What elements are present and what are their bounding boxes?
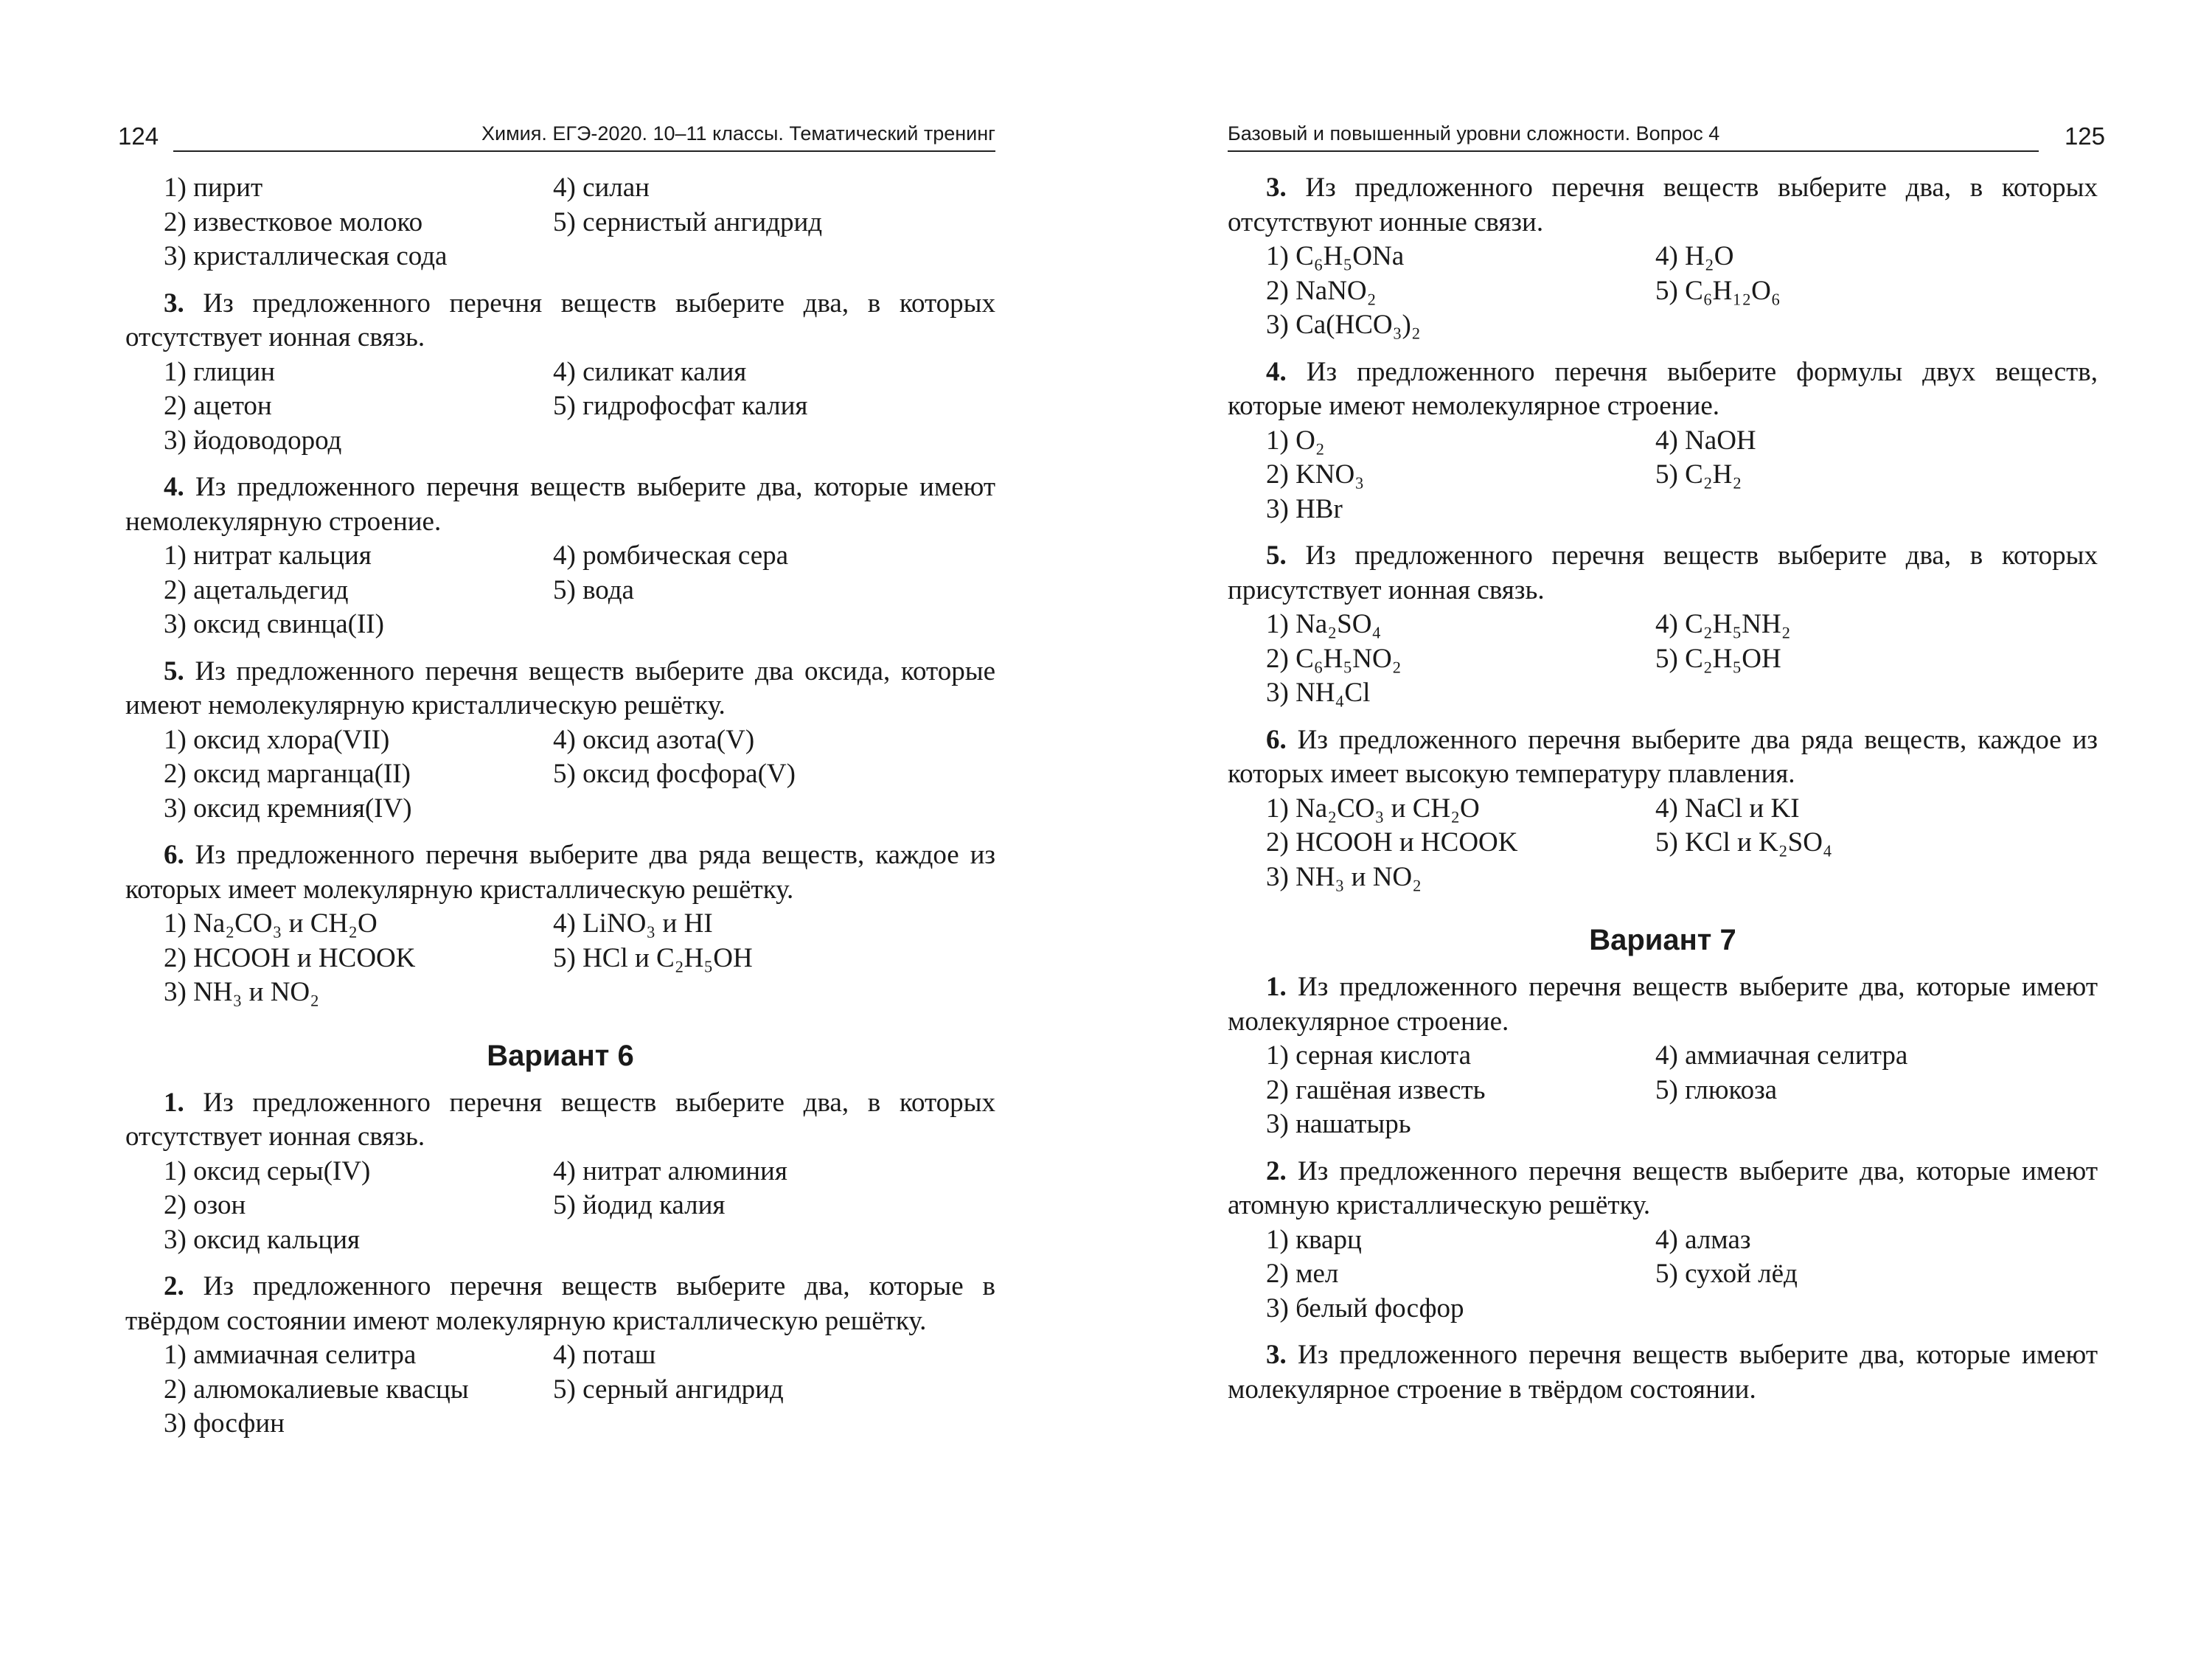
option: 4) NaCl и KI: [1655, 793, 1800, 824]
option: 2) C₆H₅NO₂: [1266, 643, 1402, 674]
option: 1) C₆H₅ONa: [1266, 241, 1405, 271]
question-number: 2.: [1266, 1155, 1287, 1186]
option: 2) HCOOH и HCOOK: [1266, 827, 1518, 858]
option: 2) ацетон: [164, 391, 272, 421]
option: 5) йодид калия: [553, 1190, 726, 1220]
option: 4) H₂O: [1655, 241, 1734, 271]
options-list: [1228, 608, 2098, 711]
question-text: 1. Из предложенного перечня веществ выберите два, в которых отсутствует ионная связь.: [125, 1087, 996, 1152]
question-block: [1228, 171, 2098, 343]
options-list: [125, 723, 995, 827]
header-rule: [1228, 150, 2039, 152]
question-block: [1228, 539, 2098, 711]
option: 4) силикат калия: [553, 356, 747, 387]
question-block: [1228, 970, 2098, 1142]
option: 5) C₂H₂: [1655, 459, 1742, 490]
option: 3) йодоводород: [164, 425, 342, 456]
question-block: [125, 1086, 995, 1258]
options-list: [1228, 240, 2098, 343]
options-list: [1228, 424, 2098, 527]
question-block: [1228, 1338, 2098, 1407]
option: 2) оксид марганца(II): [164, 759, 411, 789]
option: 5) C₂H₅OH: [1655, 643, 1781, 674]
question-text: 3. Из предложенного перечня веществ выберите два, в которых отсутствуют ионные связи.: [1228, 173, 2098, 237]
question-text: 1. Из предложенного перечня веществ выберите два, которые имеют молекулярное строение.: [1228, 972, 2098, 1037]
option: 2) NaNO₂: [1266, 275, 1377, 306]
option: 4) NaOH: [1655, 425, 1756, 456]
options-list: [1228, 1039, 2098, 1142]
option: 1) Na₂SO₄: [1266, 609, 1382, 639]
option: 3) оксид кремния(IV): [164, 793, 412, 824]
running-title: Базовый и повышенный уровни сложности. Вопрос 4: [1228, 122, 1720, 145]
question-number: 4.: [164, 472, 184, 502]
question-block: [125, 838, 995, 1010]
options-list: [125, 539, 995, 642]
running-head: [1228, 118, 2105, 159]
question-number: 5.: [1266, 540, 1287, 571]
option: 1) оксид хлора(VII): [164, 724, 390, 755]
option: 3) фосфин: [164, 1408, 285, 1439]
question-text: 6. Из предложенного перечня выберите два ряда веществ, каждое из которых имеет высокую температуру плавления.: [1228, 724, 2098, 789]
question-block: [125, 655, 995, 827]
question-number: 6.: [1266, 724, 1287, 755]
header-rule: [173, 150, 995, 152]
question-number: 3.: [1266, 1340, 1287, 1370]
variant-heading: Вариант 6: [487, 1039, 634, 1072]
option: 5) сернистый ангидрид: [553, 206, 823, 237]
option: 2) гашёная известь: [1266, 1074, 1486, 1105]
options-list: [125, 355, 995, 459]
option: 2) известковое молоко: [164, 206, 423, 237]
question-number: 3.: [1266, 173, 1287, 203]
option: 3) NH₃ и NO₂: [1266, 861, 1422, 892]
question-number: 6.: [164, 840, 184, 870]
option: 3) Ca(HCO₃)₂: [1266, 310, 1421, 340]
option: 2) алюмокалиевые квасцы: [164, 1374, 469, 1405]
question-text: 4. Из предложенного перечня выберите формулы двух веществ, которые имеют немолекулярное строение.: [1228, 356, 2098, 421]
options-list: [125, 1155, 995, 1258]
question-block: [1228, 1155, 2098, 1326]
options-list: [1228, 1223, 2098, 1326]
option: 1) глицин: [164, 356, 276, 387]
option: 1) оксид серы(IV): [164, 1155, 371, 1186]
option: 3) нашатырь: [1266, 1109, 1411, 1139]
question-block: [125, 470, 995, 642]
option: 3) HBr: [1266, 493, 1343, 524]
option: 3) белый фосфор: [1266, 1293, 1464, 1324]
option: 1) кварц: [1266, 1224, 1362, 1255]
option: 1) Na₂CO₃ и CH₂O: [164, 908, 378, 939]
options-list: [125, 171, 995, 274]
variant-heading: Вариант 7: [1589, 924, 1736, 956]
option: 4) силан: [553, 173, 650, 203]
question-continuation: [125, 171, 995, 274]
question-text: 4. Из предложенного перечня веществ выберите два, которые имеют немолекулярную строение.: [125, 472, 995, 537]
option: 1) O₂: [1266, 425, 1325, 456]
running-head: [118, 118, 995, 159]
option: 2) мел: [1266, 1259, 1339, 1289]
option: 5) HCl и C₂H₅OH: [553, 942, 753, 973]
question-text: 5. Из предложенного перечня веществ выберите два оксида, которые имеют немолекулярную кристаллическую решётку.: [125, 655, 996, 720]
option: 5) вода: [553, 574, 634, 605]
question-block: [125, 1270, 995, 1441]
option: 3) NH₃ и NO₂: [164, 977, 320, 1007]
options-list: [125, 1338, 995, 1441]
question-number: 1.: [164, 1087, 184, 1118]
options-list: [125, 907, 995, 1010]
running-title: Химия. ЕГЭ-2020. 10–11 классы. Тематический тренинг: [481, 122, 995, 145]
option: 1) серная кислота: [1266, 1040, 1472, 1071]
question-text: 3. Из предложенного перечня веществ выберите два, которые имеют молекулярное строение в твёрдом состоянии.: [1228, 1340, 2098, 1405]
option: 5) KCl и K₂SO₄: [1655, 827, 1832, 858]
question-text: 3. Из предложенного перечня веществ выберите два, в которых отсутствует ионная связь.: [125, 288, 996, 352]
option: 2) KNO₃: [1266, 459, 1365, 490]
option: 4) алмаз: [1655, 1224, 1751, 1255]
page-number: 124: [118, 122, 159, 150]
question-text: 5. Из предложенного перечня веществ выберите два, в которых присутствует ионная связь.: [1228, 540, 2098, 605]
option: 5) глюкоза: [1655, 1074, 1778, 1105]
option: 1) Na₂CO₃ и CH₂O: [1266, 793, 1480, 824]
option: 2) озон: [164, 1190, 246, 1220]
option: 2) HCOOH и HCOOK: [164, 942, 416, 973]
option: 4) нитрат алюминия: [553, 1155, 787, 1186]
option: 4) C₂H₅NH₂: [1655, 609, 1791, 639]
option: 4) оксид азота(V): [553, 724, 755, 755]
page-number: 125: [2064, 122, 2105, 150]
option: 3) кристаллическая сода: [164, 241, 448, 271]
option: 1) нитрат кальция: [164, 540, 372, 571]
option: 1) аммиачная селитра: [164, 1340, 417, 1370]
question-number: 4.: [1266, 356, 1287, 387]
option: 5) C₆H₁₂O₆: [1655, 275, 1781, 306]
question-block: [1228, 355, 2098, 527]
option: 5) гидрофосфат калия: [553, 391, 808, 421]
question-block: [125, 287, 995, 459]
question-number: 2.: [164, 1271, 184, 1301]
page-content: [1228, 171, 2098, 1407]
option: 4) аммиачная селитра: [1655, 1040, 1908, 1071]
option: 1) пирит: [164, 173, 263, 203]
option: 5) оксид фосфора(V): [553, 759, 796, 789]
option: 5) серный ангидрид: [553, 1374, 784, 1405]
question-number: 5.: [164, 655, 184, 686]
option: 2) ацетальдегид: [164, 574, 349, 605]
options-list: [1228, 792, 2098, 895]
question-text: 2. Из предложенного перечня веществ выберите два, которые имеют атомную кристаллическую решётку.: [1228, 1155, 2098, 1220]
option: 3) оксид свинца(II): [164, 609, 384, 639]
left-page: [118, 0, 996, 1659]
option: 4) ромбическая сера: [553, 540, 789, 571]
right-page: [1228, 0, 2105, 1659]
page-content: [125, 171, 995, 1441]
question-number: 3.: [164, 288, 184, 319]
option: 3) оксид кальция: [164, 1224, 361, 1255]
option: 5) сухой лёд: [1655, 1259, 1798, 1289]
question-block: [1228, 723, 2098, 895]
option: 3) NH₄Cl: [1266, 678, 1371, 708]
option: 4) LiNO₃ и HI: [553, 908, 713, 939]
question-text: 2. Из предложенного перечня веществ выберите два, которые в твёрдом состоянии имеют молекулярную кристаллическую решётку.: [125, 1271, 995, 1336]
option: 4) поташ: [553, 1340, 656, 1370]
question-number: 1.: [1266, 972, 1287, 1002]
question-text: 6. Из предложенного перечня выберите два ряда веществ, каждое из которых имеет молекулярную кристаллическую решётку.: [125, 840, 996, 905]
